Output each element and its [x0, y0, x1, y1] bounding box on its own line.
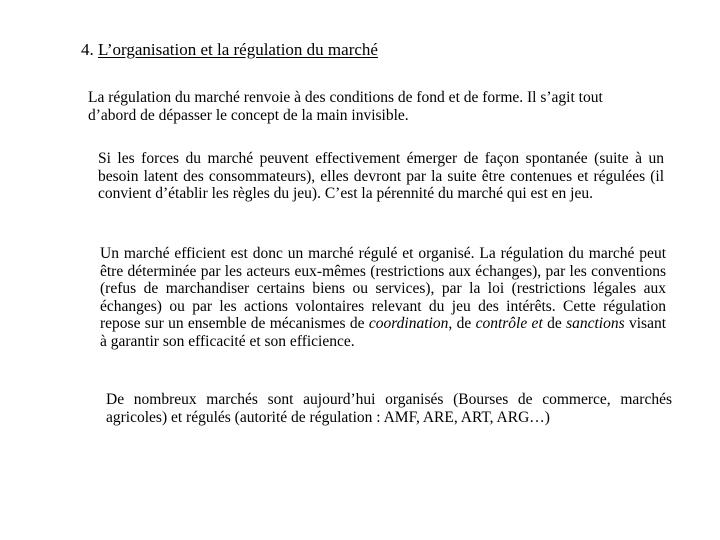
- paragraph-market-forces: Si les forces du marché peuvent effectivement émerger de façon spontanée (suite à un besoin latent des consommateurs), elles devront par la suite être contenues et régulées (il convient d’établir les règles du jeu). C’est la pérennité du marché qui est en jeu.: [98, 150, 664, 202]
- paragraph3-sep-b: de: [547, 315, 562, 332]
- section-heading: [81, 40, 378, 60]
- term-sanctions: sanctions: [566, 315, 625, 332]
- paragraph-efficient-market: [88, 245, 666, 350]
- paragraph3-text-a: Un marché efficient est donc un marché régulé et organisé. La régulation du marché peut être déterminée par les acteurs eux-mêmes (restrictions aux échanges), par les conventions (refus de marchandiser certains biens ou services), par la loi (restrictions légales aux échanges) ou par les actions volontaires relevant du jeu des intérêts. Cette régulation repose sur un ensemble de mécanismes de: [100, 245, 666, 332]
- heading-number: 4.: [81, 40, 94, 59]
- paragraph-organized-markets: De nombreux marchés sont aujourd’hui organisés (Bourses de commerce, marchés agricoles) et régulés (autorité de régulation : AMF, ARE, ART, ARG…): [106, 391, 672, 426]
- paragraph3-text-b: visant à garantir son efficacité et son efficience.: [100, 315, 667, 350]
- paragraph-regulation-intro: La régulation du marché renvoie à des conditions de fond et de forme. Il s’agit tout d’abord de dépasser le concept de la main invisible.: [88, 89, 603, 124]
- term-coordination: coordination: [368, 315, 449, 332]
- term-controle: contrôle et: [475, 315, 543, 332]
- paragraph3-sep-a: , de: [448, 315, 472, 332]
- heading-title: L’organisation et la régulation du marché: [98, 40, 378, 59]
